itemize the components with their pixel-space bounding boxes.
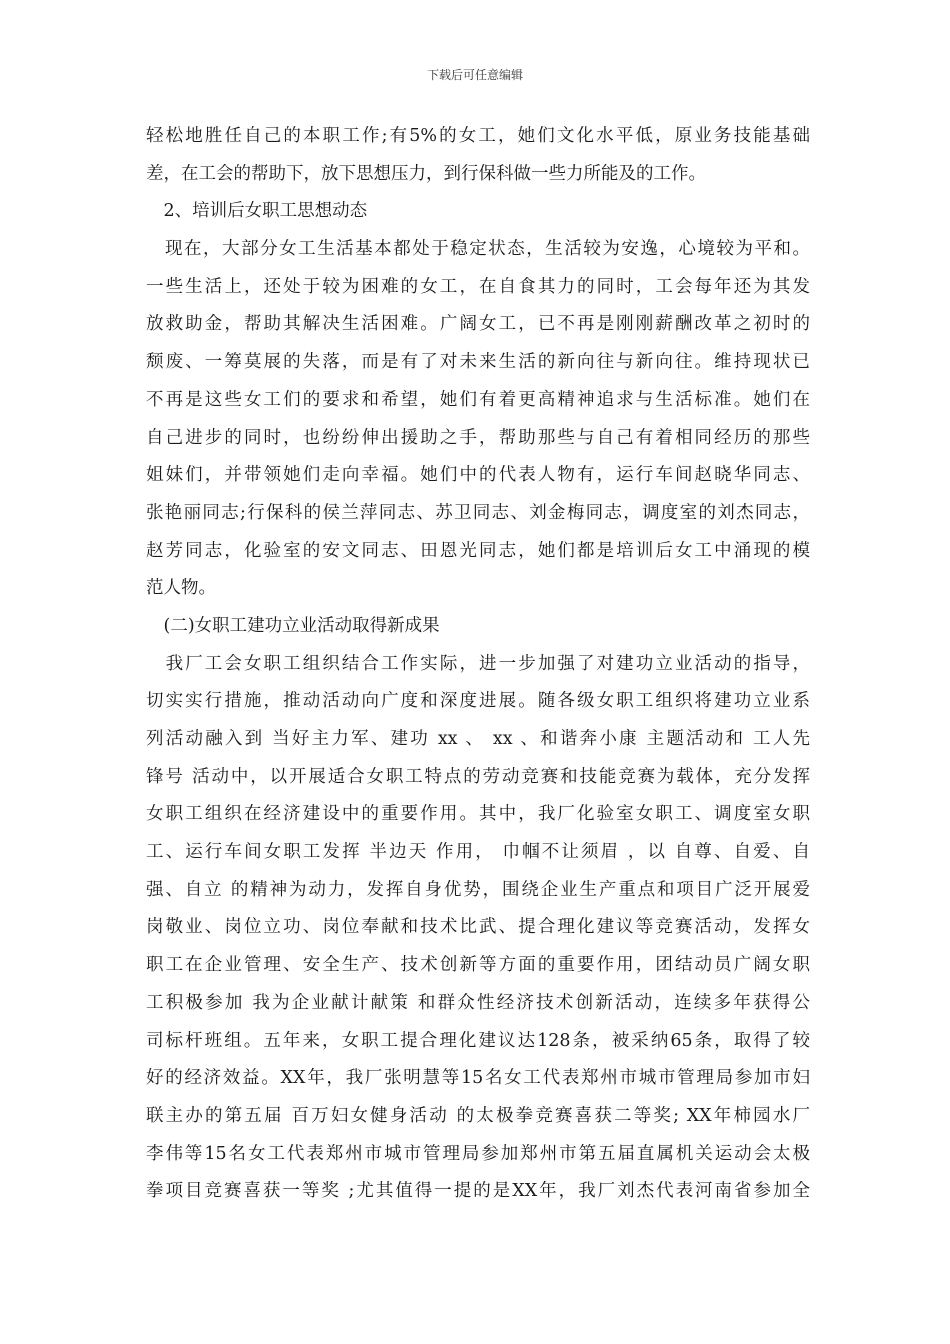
text-line: 赵芳同志，化验室的安文同志、田恩光同志，她们都是培训后女工中涌现的模 <box>146 540 810 561</box>
text-line: 我厂工会女职工组织结合工作实际，进一步加强了对建功立业活动的指导， <box>146 653 810 674</box>
text-line: 李伟等15名女工代表郑州市城市管理局参加郑州市第五届直属机关运动会太极 <box>146 1143 810 1164</box>
text-line: 现在，大部分女工生活基本都处于稳定状态，生活较为安逸，心境较为平和。 <box>146 239 810 260</box>
text-line: 颓废、一筹莫展的失落，而是有了对未来生活的新向往与新向往。维持现状已 <box>146 352 810 373</box>
text-line: 不再是这些女工们的要求和希望，她们有着更高精神追求与生活标准。她们在 <box>146 389 810 410</box>
text-line: 放救助金，帮助其解决生活困难。广阔女工，已不再是刚刚薪酬改革之初时的 <box>146 314 810 335</box>
text-line: 范人物。 <box>146 578 216 599</box>
text-line: 好的经济效益。XX年，我厂张明慧等15名女工代表郑州市城市管理局参加市妇 <box>146 1068 810 1089</box>
text-line: (二)女职工建功立业活动取得新成果 <box>146 615 440 636</box>
text-line: 张艳丽同志;行保科的侯兰萍同志、苏卫同志、刘金梅同志，调度室的刘杰同志， <box>146 502 810 523</box>
text-line: 锋号 活动中，以开展适合女职工特点的劳动竞赛和技能竞赛为载体，充分发挥 <box>146 766 810 787</box>
text-line: 差，在工会的帮助下，放下思想压力，到行保科做一些力所能及的工作。 <box>146 163 706 184</box>
text-line: 司标杆班组。五年来，女职工提合理化建议达128条，被采纳65条，取得了较 <box>146 1030 810 1051</box>
page-header: 下载后可任意编辑 <box>426 68 523 82</box>
text-line: 2、培训后女职工思想动态 <box>146 201 368 222</box>
text-line: 切实实行措施，推动活动向广度和深度进展。随各级女职工组织将建功立业系 <box>146 691 810 712</box>
text-line: 岗敬业、岗位立功、岗位奉献和技术比武、提合理化建议等竞赛活动，发挥女 <box>146 917 810 938</box>
text-line: 联主办的第五届 百万妇女健身活动 的太极拳竞赛喜获二等奖; XX年柿园水厂 <box>146 1105 810 1126</box>
text-line: 工积极参加 我为企业献计献策 和群众性经济技术创新活动，连续多年获得公 <box>146 992 810 1013</box>
text-line: 拳项目竞赛喜获一等奖 ;尤其值得一提的是XX年，我厂刘杰代表河南省参加全 <box>146 1181 810 1202</box>
text-line: 列活动融入到 当好主力军、建功 xx 、 xx 、和谐奔小康 主题活动和 工人先 <box>146 729 810 749</box>
text-line: 轻松地胜任自己的本职工作;有5%的女工，她们文化水平低，原业务技能基础 <box>146 126 810 146</box>
text-line: 姐妹们，并带领她们走向幸福。她们中的代表人物有，运行车间赵晓华同志、 <box>146 465 810 486</box>
text-line: 一些生活上，还处于较为困难的女工，在自食其力的同时，工会每年还为其发 <box>146 276 810 297</box>
text-line: 自己进步的同时，也纷纷伸出援助之手，帮助那些与自己有着相同经历的那些 <box>146 427 810 448</box>
text-line: 职工在企业管理、安全生产、技术创新等方面的重要作用，团结动员广阔女职 <box>146 955 810 976</box>
text-line: 强、自立 的精神为动力，发挥自身优势，围绕企业生产重点和项目广泛开展爱 <box>146 879 810 900</box>
document-body <box>146 118 810 1211</box>
text-line: 女职工组织在经济建设中的重要作用。其中，我厂化验室女职工、调度室女职 <box>146 804 810 825</box>
text-line: 工、运行车间女职工发挥 半边天 作用， 巾帼不让须眉 ，以 自尊、自爱、自 <box>146 842 810 863</box>
